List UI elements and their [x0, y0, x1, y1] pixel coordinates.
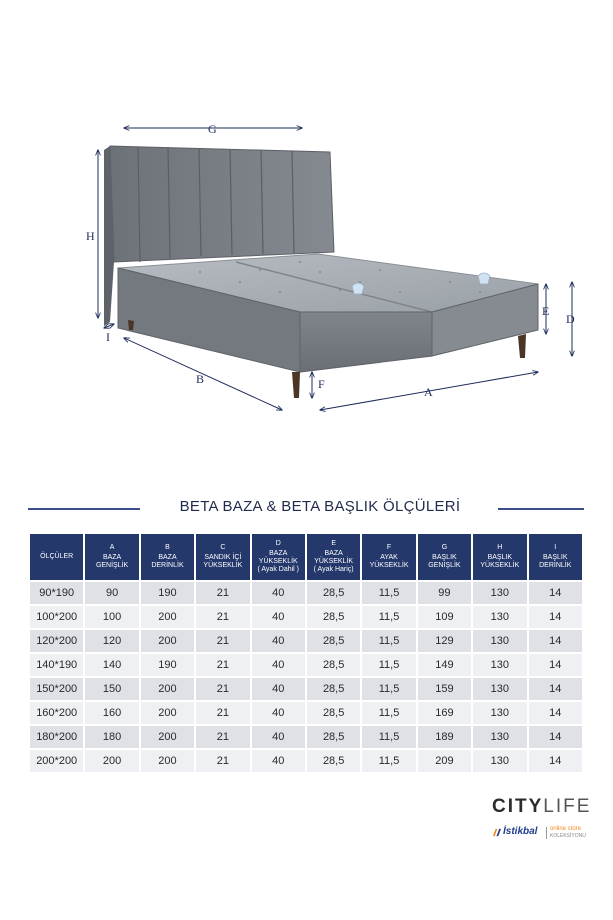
value-cell: 200	[141, 750, 194, 772]
value-cell: 190	[141, 582, 194, 604]
value-cell: 28,5	[307, 582, 360, 604]
column-letter: E	[331, 540, 336, 547]
column-label: BAZA GENİŞLİK	[95, 554, 129, 569]
column-letter: F	[386, 544, 392, 551]
value-cell: 99	[418, 582, 471, 604]
value-cell: 40	[252, 702, 305, 724]
citylife-logo	[492, 796, 591, 818]
value-cell: 21	[196, 726, 249, 748]
value-cell: 28,5	[307, 726, 360, 748]
value-cell: 21	[196, 606, 249, 628]
value-cell: 189	[418, 726, 471, 748]
size-cell: 200*200	[30, 750, 83, 772]
column-label: ÖLÇÜLER	[40, 553, 74, 560]
value-cell: 40	[252, 726, 305, 748]
value-cell: 28,5	[307, 630, 360, 652]
column-header	[196, 534, 249, 580]
value-cell: 130	[473, 630, 526, 652]
value-cell: 200	[141, 606, 194, 628]
dimension-g-label: G	[208, 122, 217, 136]
value-cell: 14	[529, 654, 582, 676]
column-header	[529, 534, 582, 580]
value-cell: 130	[473, 582, 526, 604]
column-letter: B	[165, 544, 170, 551]
table-row	[30, 630, 582, 652]
value-cell: 169	[418, 702, 471, 724]
column-letter: A	[109, 544, 115, 551]
dimension-h-label: H	[86, 229, 95, 243]
value-cell: 28,5	[307, 654, 360, 676]
column-header	[85, 534, 138, 580]
value-cell: 14	[529, 630, 582, 652]
value-cell: 14	[529, 606, 582, 628]
value-cell: 209	[418, 750, 471, 772]
size-cell: 120*200	[30, 630, 83, 652]
value-cell: 11,5	[362, 654, 415, 676]
dimension-e-label: E	[542, 304, 550, 318]
table-body	[30, 582, 582, 772]
value-cell: 140	[85, 654, 138, 676]
value-cell: 130	[473, 606, 526, 628]
value-cell: 21	[196, 678, 249, 700]
column-label: BAZA YÜKSEKLİK ( Ayak Dahil )	[257, 550, 299, 573]
value-cell: 130	[473, 726, 526, 748]
value-cell: 130	[473, 678, 526, 700]
value-cell: 11,5	[362, 750, 415, 772]
value-cell: 200	[141, 702, 194, 724]
value-cell: 21	[196, 582, 249, 604]
value-cell: 100	[85, 606, 138, 628]
value-cell: 14	[529, 750, 582, 772]
value-cell: 150	[85, 678, 138, 700]
istikbal-mark-icon	[492, 828, 501, 837]
value-cell: 40	[252, 750, 305, 772]
column-letter: C	[220, 544, 226, 551]
column-label: BAŞLIK GENİŞLİK	[428, 554, 461, 569]
table-row	[30, 750, 582, 772]
value-cell: 180	[85, 726, 138, 748]
value-cell: 21	[196, 750, 249, 772]
column-header	[418, 534, 471, 580]
brand-sub	[492, 826, 588, 840]
value-cell: 159	[418, 678, 471, 700]
value-cell: 11,5	[362, 606, 415, 628]
value-cell: 200	[141, 678, 194, 700]
title-row	[28, 498, 584, 520]
size-cell: 150*200	[30, 678, 83, 700]
value-cell: 190	[141, 654, 194, 676]
value-cell: 28,5	[307, 750, 360, 772]
column-header	[473, 534, 526, 580]
value-cell: 28,5	[307, 702, 360, 724]
column-header	[307, 534, 360, 580]
value-cell: 14	[529, 582, 582, 604]
value-cell: 200	[85, 750, 138, 772]
value-cell: 40	[252, 678, 305, 700]
value-cell: 130	[473, 654, 526, 676]
column-label: BAZA YÜKSEKLİK ( Ayak Hariç)	[313, 550, 354, 573]
online-store-line2: KOLEKSİYONU	[550, 833, 586, 839]
column-letter: D	[275, 540, 281, 547]
column-header	[252, 534, 305, 580]
table-row	[30, 606, 582, 628]
size-cell: 100*200	[30, 606, 83, 628]
value-cell: 11,5	[362, 678, 415, 700]
value-cell: 130	[473, 702, 526, 724]
value-cell: 129	[418, 630, 471, 652]
value-cell: 109	[418, 606, 471, 628]
value-cell: 14	[529, 702, 582, 724]
column-header	[141, 534, 194, 580]
column-label: BAŞLIK YÜKSEKLİK	[480, 554, 520, 569]
value-cell: 21	[196, 702, 249, 724]
column-letter: H	[497, 544, 503, 551]
dimension-b-label: B	[196, 372, 205, 386]
istikbal-logo: İstikbal	[503, 826, 538, 837]
brand-divider	[546, 827, 547, 839]
size-cell: 140*190	[30, 654, 83, 676]
logo-part-life: LIFE	[543, 796, 592, 817]
value-cell: 14	[529, 726, 582, 748]
value-cell: 160	[85, 702, 138, 724]
size-table	[28, 532, 584, 774]
value-cell: 11,5	[362, 630, 415, 652]
dimension-i-label: I	[106, 330, 110, 344]
column-letter: G	[441, 544, 448, 551]
dimension-a-label: A	[424, 385, 433, 399]
column-header	[362, 534, 415, 580]
online-store-line1: online store	[550, 826, 582, 832]
value-cell: 11,5	[362, 702, 415, 724]
value-cell: 130	[473, 750, 526, 772]
column-label: SANDIK İÇİ YÜKSEKLİK	[203, 554, 243, 569]
value-cell: 40	[252, 654, 305, 676]
table-header-row	[30, 534, 582, 580]
value-cell: 11,5	[362, 582, 415, 604]
table-row	[30, 678, 582, 700]
page-title: BETA BAZA & BETA BAŞLIK ÖLÇÜLERİ	[179, 498, 461, 515]
value-cell: 21	[196, 630, 249, 652]
value-cell: 21	[196, 654, 249, 676]
value-cell: 40	[252, 582, 305, 604]
title-rule-right	[498, 508, 584, 510]
table-row	[30, 654, 582, 676]
column-label: BAZA DERİNLİK	[151, 554, 184, 569]
value-cell: 149	[418, 654, 471, 676]
value-cell: 11,5	[362, 726, 415, 748]
value-cell: 200	[141, 630, 194, 652]
brand-logos	[486, 796, 592, 846]
column-header	[30, 534, 83, 580]
table-row	[30, 582, 582, 604]
value-cell: 40	[252, 606, 305, 628]
column-label: AYAK YÜKSEKLİK	[369, 554, 409, 569]
value-cell: 90	[85, 582, 138, 604]
column-label: BAŞLIK DERİNLİK	[539, 554, 572, 569]
logo-part-city: CITY	[492, 796, 544, 817]
value-cell: 40	[252, 630, 305, 652]
table-row	[30, 702, 582, 724]
table-row	[30, 726, 582, 748]
online-store-label	[550, 826, 586, 840]
size-cell: 160*200	[30, 702, 83, 724]
dimension-d-label: D	[566, 312, 575, 326]
column-letter: I	[554, 544, 557, 551]
value-cell: 120	[85, 630, 138, 652]
value-cell: 14	[529, 678, 582, 700]
size-cell: 90*190	[30, 582, 83, 604]
value-cell: 200	[141, 726, 194, 748]
title-rule-left	[28, 508, 140, 510]
value-cell: 28,5	[307, 678, 360, 700]
value-cell: 28,5	[307, 606, 360, 628]
dimension-f-label: F	[318, 377, 325, 391]
size-cell: 180*200	[30, 726, 83, 748]
